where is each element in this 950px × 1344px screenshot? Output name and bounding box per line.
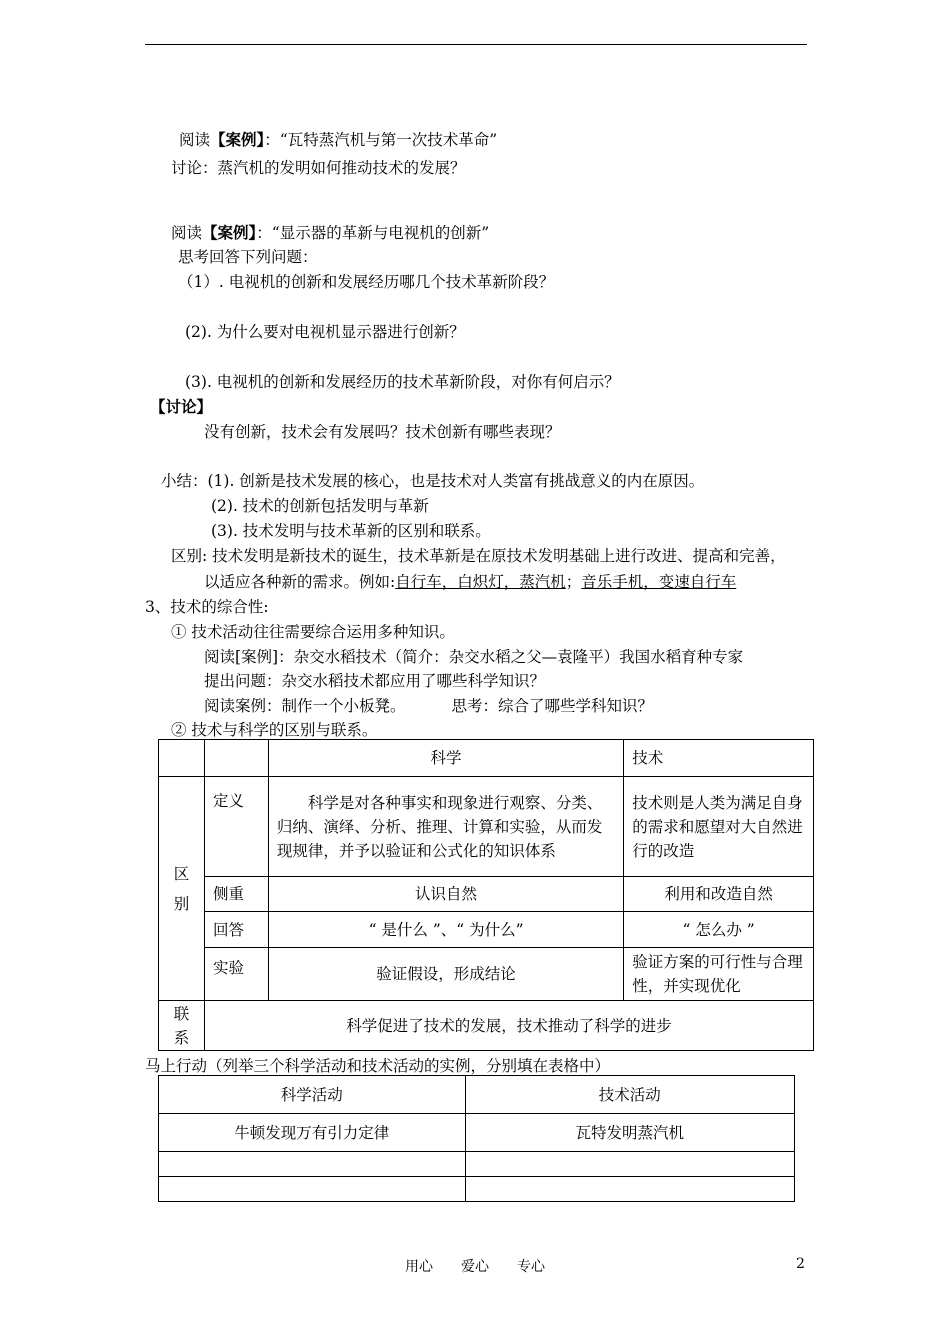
discussion-2: 没有创新，技术会有发展吗？技术创新有哪些表现？ [204, 423, 561, 441]
empty-cell [159, 1152, 466, 1177]
think-prompt: 思考回答下列问题： [178, 248, 318, 266]
question-rice: 提出问题：杂交水稻技术都应用了哪些科学知识？ [204, 672, 546, 690]
difference-line: 区别: 技术发明是新技术的诞生，技术革新是在原技术发明基础上进行改进、提高和完善， [171, 547, 786, 565]
science-answer: “ 是什么 ”、“ 为什么” [268, 912, 623, 948]
example-innovation: 音乐手机，变速自行车 [581, 573, 737, 591]
science-definition: 科学是对各种事实和现象进行观察、分类、归纳、演绎、分析、推理、计算和实验，从而发现规律，并予以验证和公式化的知识体系 [268, 777, 623, 877]
table-row [159, 777, 814, 877]
header-rule [145, 44, 807, 45]
question-1: （1）. 电视机的创新和发展经历哪几个技术革新阶段？ [178, 273, 555, 291]
point-1: ① 技术活动往往需要综合运用多种知识。 [171, 623, 455, 641]
summary-1: 小结：(1). 创新是技术发展的核心，也是技术对人类富有挑战意义的内在原因。 [161, 472, 705, 490]
table-header-row [159, 1076, 795, 1114]
text: 联 [173, 1004, 190, 1023]
empty-cell [159, 740, 205, 777]
science-technology-table [158, 739, 814, 1051]
link-text: 科学促进了技术的发展，技术推动了科学的进步 [204, 1001, 813, 1051]
discussion-1: 讨论：蒸汽机的发明如何推动技术的发展？ [171, 159, 466, 177]
row-label: 定义 [204, 777, 268, 877]
case-2-line [171, 223, 489, 243]
case-1-line [179, 130, 497, 150]
text: 思考：综合了哪些学科知识？ [451, 697, 654, 715]
row-label: 回答 [204, 912, 268, 948]
activity-table [158, 1075, 795, 1202]
page-number: 2 [796, 1256, 805, 1272]
table-row [159, 912, 814, 948]
empty-cell [465, 1152, 794, 1177]
case-rice: 阅读[案例]：杂交水稻技术（简介：杂交水稻之父—袁隆平）我国水稻育种专家 [204, 648, 744, 666]
action-title: 马上行动（列举三个科学活动和技术活动的实例，分别填在表格中） [145, 1057, 611, 1075]
text-bold: 【案例】 [202, 223, 257, 242]
table-row [159, 877, 814, 912]
footer-motto: 用心 爱心 专心 [405, 1259, 545, 1275]
science-activity-cell: 牛顿发现万有引力定律 [159, 1114, 466, 1152]
difference-label [159, 777, 205, 1001]
link-label [159, 1001, 205, 1051]
header-science-activity: 科学活动 [159, 1076, 466, 1114]
section-3-heading: 3、技术的综合性: [145, 598, 269, 616]
text: 以适应各种新的需求。例如: [204, 573, 396, 591]
summary-2: (2). 技术的创新包括发明与革新 [211, 497, 429, 515]
example-line [204, 572, 736, 592]
table-row [159, 1152, 795, 1177]
empty-cell [204, 740, 268, 777]
tech-answer: “ 怎么办 ” [624, 912, 814, 948]
question-3: (3). 电视机的创新和发展经历的技术革新阶段，对你有何启示？ [185, 373, 620, 391]
header-science: 科学 [268, 740, 623, 777]
text: 阅读案例：制作一个小板凳。 [204, 697, 406, 715]
text-bold: 【案例】 [210, 130, 265, 149]
row-label: 侧重 [204, 877, 268, 912]
tech-activity-cell: 瓦特发明蒸汽机 [465, 1114, 794, 1152]
tech-focus: 利用和改造自然 [624, 877, 814, 912]
empty-cell [465, 1177, 794, 1202]
tech-experiment: 验证方案的可行性与合理性，并实现优化 [624, 948, 814, 1001]
case-stool [204, 696, 653, 716]
row-label: 实验 [204, 948, 268, 1001]
header-tech: 技术 [624, 740, 814, 777]
text: 阅读 [171, 224, 203, 242]
science-experiment: 验证假设，形成结论 [268, 948, 623, 1001]
text: 别 [173, 894, 190, 913]
table-row [159, 1177, 795, 1202]
table-row [159, 948, 814, 1001]
point-2: ② 技术与科学的区别与联系。 [171, 721, 378, 739]
text: 区 [173, 864, 190, 883]
text: ：“瓦特蒸汽机与第一次技术革命” [264, 131, 498, 149]
header-tech-activity: 技术活动 [465, 1076, 794, 1114]
table-header-row [159, 740, 814, 777]
text: ； [565, 573, 582, 591]
discussion-heading: 【讨论】 [150, 397, 213, 416]
science-focus: 认识自然 [268, 877, 623, 912]
table-row [159, 1001, 814, 1051]
summary-3: (3). 技术发明与技术革新的区别和联系。 [211, 522, 491, 540]
question-2: (2). 为什么要对电视机显示器进行创新？ [185, 323, 465, 341]
text: 阅读 [179, 131, 211, 149]
tech-definition: 技术则是人类为满足自身的需求和愿望对大自然进行的改造 [624, 777, 814, 877]
text: 系 [173, 1028, 190, 1047]
table-row [159, 1114, 795, 1152]
empty-cell [159, 1177, 466, 1202]
example-invention: 自行车，白炽灯，蒸汽机 [395, 573, 566, 591]
text: ：“显示器的革新与电视机的创新” [256, 224, 490, 242]
